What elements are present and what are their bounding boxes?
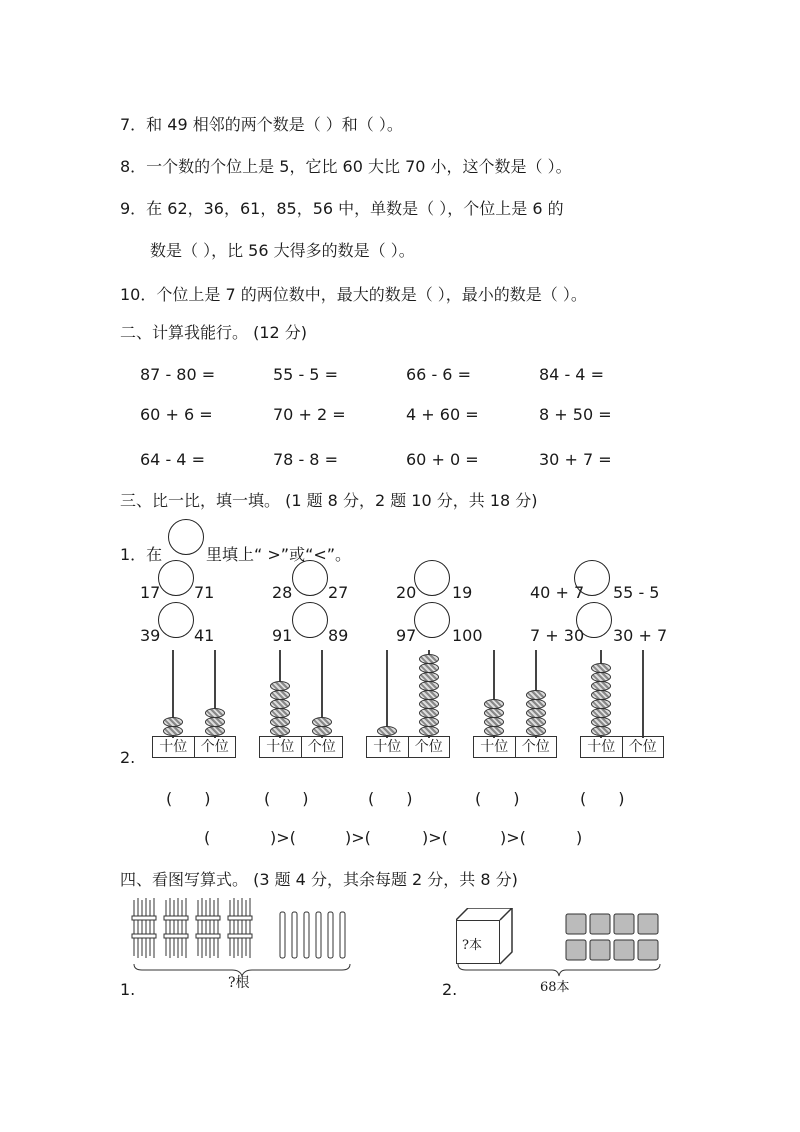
compare-left: 20	[396, 583, 417, 602]
section3-q1-suffix: 里填上“ >”或“<”。	[206, 545, 352, 564]
question-8: 8．一个数的个位上是 5，它比 60 大比 70 小，这个数是（ ）。	[120, 157, 572, 176]
abacus-bead	[419, 663, 439, 673]
tens-label: 十位	[266, 739, 295, 755]
compare-left: 40 + 7	[530, 583, 585, 602]
place-value-base	[259, 736, 343, 758]
abacus-bead	[163, 717, 183, 727]
abacus-bead	[419, 672, 439, 682]
equation: 87 - 80 =	[140, 365, 216, 384]
compare-circle[interactable]	[414, 602, 450, 638]
abacus-bead	[591, 681, 611, 691]
abacus-bead	[484, 708, 504, 718]
compare-circle[interactable]	[414, 560, 450, 596]
place-value-base	[580, 736, 664, 758]
abacus-bead	[484, 726, 504, 736]
abacus-bead	[591, 699, 611, 709]
abacus-bead	[484, 717, 504, 727]
ones-label: 个位	[194, 737, 236, 757]
abacus-bead	[377, 726, 397, 736]
compare-right: 89	[328, 626, 349, 645]
abacus-bead	[484, 699, 504, 709]
abacus-bead	[526, 699, 546, 709]
question-10: 10．个位上是 7 的两位数中，最大的数是（ ），最小的数是（ ）。	[120, 285, 587, 304]
compare-left: 39	[140, 626, 161, 645]
compare-right: 27	[328, 583, 349, 602]
order-part: (	[204, 828, 211, 847]
order-part: )>(	[500, 828, 526, 847]
bundle-icon	[132, 898, 350, 976]
equation: 84 - 4 =	[539, 365, 604, 384]
equation: 60 + 0 =	[406, 450, 479, 469]
abacus-bead	[591, 726, 611, 736]
abacus-bead	[526, 690, 546, 700]
equation: 60 + 6 =	[140, 405, 213, 424]
compare-right: 71	[194, 583, 215, 602]
compare-right: 55 - 5	[613, 583, 660, 602]
abacus-bead	[526, 726, 546, 736]
compare-left: 17	[140, 583, 161, 602]
abacus-bead	[419, 690, 439, 700]
abacus-bead	[312, 726, 332, 736]
abacus	[580, 644, 664, 760]
equation: 66 - 6 =	[406, 365, 471, 384]
ones-label: 个位	[301, 737, 343, 757]
compare-right: 100	[452, 626, 483, 645]
compare-right: 19	[452, 583, 473, 602]
abacus-bead	[205, 708, 225, 718]
order-part: )>(	[345, 828, 371, 847]
abacus-bead	[419, 726, 439, 736]
abacus-bead	[270, 681, 290, 691]
place-value-base	[473, 736, 557, 758]
abacus-bead	[419, 717, 439, 727]
abacus-bead	[591, 690, 611, 700]
abacus-bead	[270, 699, 290, 709]
compare-circle[interactable]	[576, 602, 612, 638]
equation: 8 + 50 =	[539, 405, 612, 424]
example-circle	[168, 519, 204, 555]
equation: 64 - 4 =	[140, 450, 205, 469]
tens-label: 十位	[587, 739, 616, 755]
abacus-bead	[270, 708, 290, 718]
order-part: )>(	[422, 828, 448, 847]
abacus-bead	[526, 708, 546, 718]
abacus	[259, 644, 343, 760]
abacus-bead	[205, 717, 225, 727]
abacus-bead	[312, 717, 332, 727]
question-7: 7．和 49 相邻的两个数是（ ）和（ ）。	[120, 115, 403, 134]
equation: 70 + 2 =	[273, 405, 346, 424]
abacus-bead	[526, 717, 546, 727]
answer-blank[interactable]: ( )	[368, 789, 413, 808]
tens-label: 十位	[373, 739, 402, 755]
abacus-bead	[419, 708, 439, 718]
abacus-bead	[419, 681, 439, 691]
box-label: ?本	[462, 938, 482, 953]
answer-blank[interactable]: ( )	[166, 789, 211, 808]
abacus-bead	[205, 726, 225, 736]
abacus-bead	[591, 672, 611, 682]
section3-q2-label: 2.	[120, 748, 136, 767]
sticks-total-label: ?根	[228, 975, 250, 991]
ones-rod	[642, 650, 644, 738]
compare-left: 97	[396, 626, 417, 645]
abacus-bead	[591, 717, 611, 727]
abacus-bead	[270, 690, 290, 700]
books-total-label: 68本	[540, 980, 570, 995]
place-value-base	[152, 736, 236, 758]
section4-heading: 四、看图写算式。 (3 题 4 分，其余每题 2 分，共 8 分)	[120, 870, 518, 889]
ones-label: 个位	[622, 737, 664, 757]
place-value-base	[366, 736, 450, 758]
compare-right: 30 + 7	[613, 626, 668, 645]
tens-label: 十位	[159, 739, 188, 755]
picture2-label: 2.	[442, 980, 458, 999]
question-9-line2: 数是（ ），比 56 大得多的数是（ ）。	[150, 241, 415, 260]
compare-left: 7 + 30	[530, 626, 585, 645]
section3-heading: 三、比一比，填一填。 (1 题 8 分，2 题 10 分，共 18 分)	[120, 491, 538, 510]
compare-circle[interactable]	[158, 602, 194, 638]
answer-blank[interactable]: ( )	[580, 789, 625, 808]
abacus-bead	[270, 726, 290, 736]
books-icon	[564, 912, 660, 964]
compare-left: 91	[272, 626, 293, 645]
question-9-line1: 9．在 62，36，61，85，56 中，单数是（ ），个位上是 6 的	[120, 199, 564, 218]
compare-circle[interactable]	[574, 560, 610, 596]
picture1-label: 1.	[120, 980, 136, 999]
answer-blank[interactable]: ( )	[475, 789, 520, 808]
tens-rod	[386, 650, 388, 738]
abacus-bead	[419, 699, 439, 709]
section3-q1-prefix: 1．在	[120, 545, 163, 564]
abacus-bead	[270, 717, 290, 727]
equation: 30 + 7 =	[539, 450, 612, 469]
abacus-bead	[163, 726, 183, 736]
compare-circle[interactable]	[158, 560, 194, 596]
compare-right: 41	[194, 626, 215, 645]
abacus	[473, 644, 557, 760]
answer-blank[interactable]: ( )	[264, 789, 309, 808]
compare-circle[interactable]	[292, 560, 328, 596]
equation: 55 - 5 =	[273, 365, 338, 384]
equation: 4 + 60 =	[406, 405, 479, 424]
order-part: )>(	[270, 828, 296, 847]
compare-circle[interactable]	[292, 602, 328, 638]
section2-heading: 二、计算我能行。 (12 分)	[120, 323, 308, 342]
abacus	[366, 644, 450, 760]
compare-left: 28	[272, 583, 293, 602]
abacus	[152, 644, 236, 760]
abacus-bead	[591, 708, 611, 718]
tens-label: 十位	[480, 739, 509, 755]
abacus-bead	[419, 654, 439, 664]
ones-label: 个位	[408, 737, 450, 757]
ones-label: 个位	[515, 737, 557, 757]
equation: 78 - 8 =	[273, 450, 338, 469]
abacus-bead	[591, 663, 611, 673]
order-part: )	[576, 828, 583, 847]
